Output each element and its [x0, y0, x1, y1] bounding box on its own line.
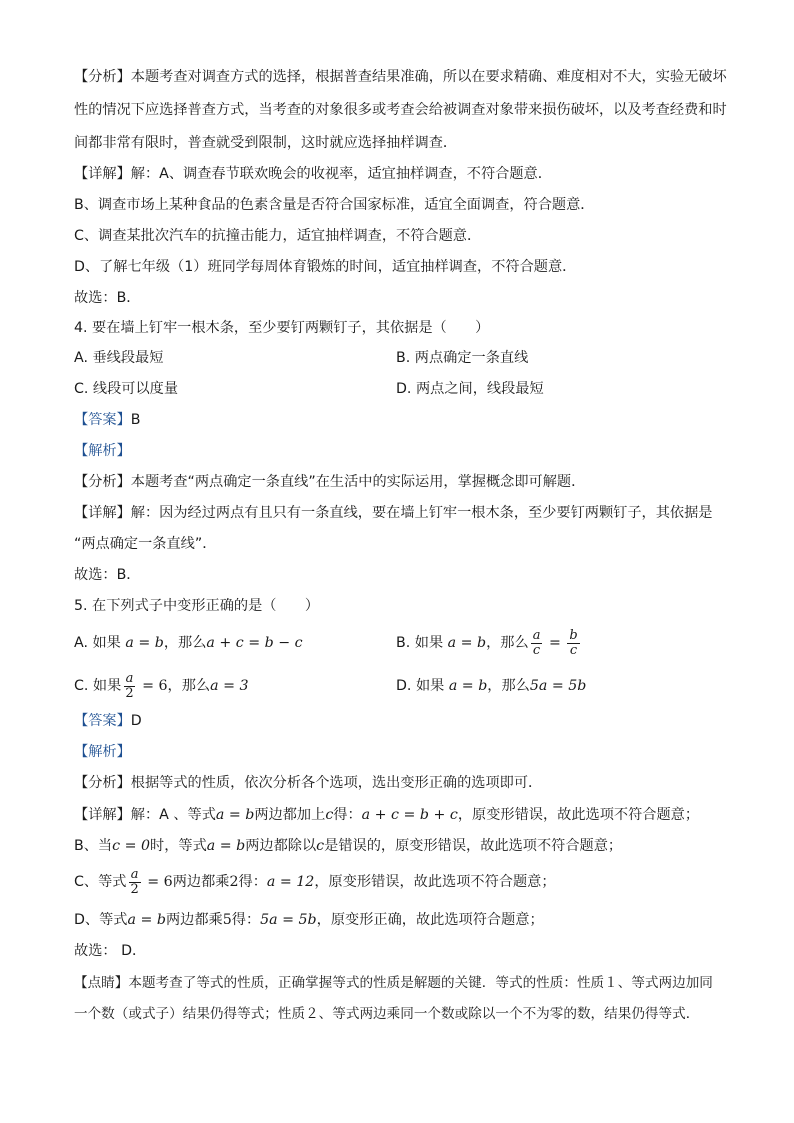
- q5-analysis: 【分析】根据等式的性质，依次分析各个选项，选出变形正确的选项即可．: [74, 775, 543, 791]
- math-expr: c: [325, 807, 334, 823]
- math-expr: a = b: [125, 635, 164, 651]
- q4-option-c: C. 线段可以度量: [74, 381, 179, 397]
- q4-option-a: A. 垂线段最短: [74, 350, 164, 366]
- math-expr: a = b: [127, 912, 166, 928]
- fraction: [123, 672, 135, 701]
- q4-detail-1: 【详解】解：因为经过两点有且只有一条直线，要在墙上钉牢一根木条，至少要钉两颗钉子，其依据是: [74, 505, 713, 521]
- text: 得：: [238, 874, 267, 890]
- text: 两边都乘: [165, 912, 223, 928]
- math-expr: = 6: [142, 874, 173, 890]
- text: 得：: [333, 807, 362, 823]
- q4-option-d: D. 两点之间，线段最短: [396, 381, 544, 397]
- text: ，那么: [167, 678, 211, 694]
- fraction: [567, 629, 579, 658]
- q5-option-a: [74, 633, 303, 653]
- denominator: 2: [130, 881, 139, 897]
- denominator: c: [569, 642, 578, 658]
- q4-jiexi-tag: 【解析】: [74, 443, 131, 459]
- detail-line-b: B、调查市场上某种食品的色素含量是否符合国家标准，适宜全面调查，符合题意．: [74, 197, 595, 213]
- q5-detail-a: [74, 805, 699, 825]
- q4-analysis: 【分析】本题考查“两点确定一条直线”在生活中的实际运用，掌握概念即可解题．: [74, 474, 586, 490]
- q5-detail-d: [74, 910, 544, 930]
- q5-comment-1: 【点睛】本题考查了等式的性质，正确掌握等式的性质是解题的关键．等式的性质：性质１、等式两边加同: [74, 975, 713, 991]
- text: ，那么: [487, 678, 530, 694]
- text: B、当: [74, 838, 113, 854]
- math-expr: a + c = b − c: [206, 635, 303, 651]
- text: B. 如果: [396, 635, 444, 651]
- q5-detail-b: [74, 836, 622, 856]
- q5-answer: [74, 711, 142, 731]
- answer-tag: 【答案】: [74, 412, 131, 428]
- q5-comment-2: 一个数（或式子）结果仍得等式；性质２、等式两边乘同一个数或除以一个不为零的数，结果仍得等式．: [74, 1006, 700, 1022]
- numerator: a: [532, 627, 541, 643]
- q5-option-b: [396, 625, 582, 661]
- choose-line: 故选：B．: [74, 290, 141, 306]
- math-expr: 5a = 5b: [529, 678, 587, 694]
- math-expr: c = 0: [112, 838, 150, 854]
- text: 得：: [231, 912, 261, 928]
- text: 【详解】解：A 、等式: [74, 807, 216, 823]
- analysis-line-2: 性的情况下应选择普查方式，当考查的对象很多或考查会给被调查对象带来损伤破坏，以及考查经费和时: [74, 102, 727, 118]
- math-expr: c: [316, 838, 325, 854]
- denominator: c: [532, 642, 541, 658]
- analysis-line-1: 【分析】本题考查对调查方式的选择，根据普查结果准确，所以在要求精确、难度相对不大，实验无破坏: [74, 69, 727, 85]
- q5-option-c: [74, 668, 249, 704]
- text: C. 如果: [74, 678, 122, 694]
- math-expr: a + c = b + c: [361, 807, 458, 823]
- text: ，原变形正确，故此选项符合题意；: [316, 912, 544, 928]
- text: 两边都除以: [245, 838, 317, 854]
- answer-tag: 【答案】: [74, 713, 131, 729]
- fraction: [128, 868, 140, 897]
- math-expr: a = b: [448, 678, 488, 694]
- detail-line-a: 【详解】解：A、调查春节联欢晚会的收视率，适宜抽样调查，不符合题意．: [74, 166, 552, 182]
- text: 两边都乘: [172, 874, 230, 890]
- q4-detail-2: “两点确定一条直线”．: [74, 536, 217, 552]
- math-expr: a = b: [215, 807, 255, 823]
- text: ，那么: [486, 635, 529, 651]
- q4-choose: 故选：B．: [74, 567, 141, 583]
- q4-answer: [74, 410, 141, 430]
- answer-value: B: [130, 412, 141, 428]
- q5-choose: 故选： D．: [74, 943, 147, 959]
- analysis-line-3: 间都非常有限时，普查就受到限制，这时就应选择抽样调查．: [74, 135, 458, 151]
- text: ，原变形错误，故此选项不符合题意；: [457, 807, 700, 823]
- numerator: a: [125, 670, 134, 686]
- text: D、等式: [74, 912, 128, 928]
- denominator: 2: [125, 685, 134, 701]
- text: D. 如果: [396, 678, 445, 694]
- math-expr: a = 12: [266, 874, 315, 890]
- math-expr: 5: [222, 912, 232, 928]
- text: ，原变形错误，故此选项不符合题意；: [314, 874, 556, 890]
- q5-jiexi-tag: 【解析】: [74, 744, 131, 760]
- text: A. 如果: [74, 635, 121, 651]
- q5-detail-c: [74, 864, 556, 900]
- math-expr: a = 3: [210, 678, 249, 694]
- math-expr: 2: [229, 874, 239, 890]
- detail-line-c: C、调查某批次汽车的抗撞击能力，适宜抽样调查，不符合题意．: [74, 228, 482, 244]
- numerator: b: [569, 627, 578, 643]
- numerator: a: [130, 866, 139, 882]
- question-5-stem: 5. 在下列式子中变形正确的是（ ）: [74, 598, 320, 614]
- equals: =: [544, 635, 566, 651]
- math-expr: a = b: [206, 838, 246, 854]
- text: ，那么: [163, 635, 207, 651]
- text: 时，等式: [150, 838, 207, 854]
- q5-option-d: [396, 676, 586, 696]
- q4-option-b: B. 两点确定一条直线: [396, 350, 529, 366]
- detail-line-d: D、了解七年级（1）班同学每周体育锻炼的时间，适宜抽样调查，不符合题意．: [74, 259, 577, 275]
- fraction: [531, 629, 543, 658]
- math-expr: a = b: [447, 635, 487, 651]
- text: C、等式: [74, 874, 127, 890]
- answer-value: D: [130, 713, 142, 729]
- text: 是错误的，原变形错误，故此选项不符合题意；: [324, 838, 623, 854]
- question-4-stem: 4. 要在墙上钉牢一根木条，至少要钉两颗钉子，其依据是（ ）: [74, 320, 490, 336]
- math-expr: 5a = 5b: [260, 912, 317, 928]
- math-expr: = 6: [137, 678, 168, 694]
- text: 两边都加上: [254, 807, 326, 823]
